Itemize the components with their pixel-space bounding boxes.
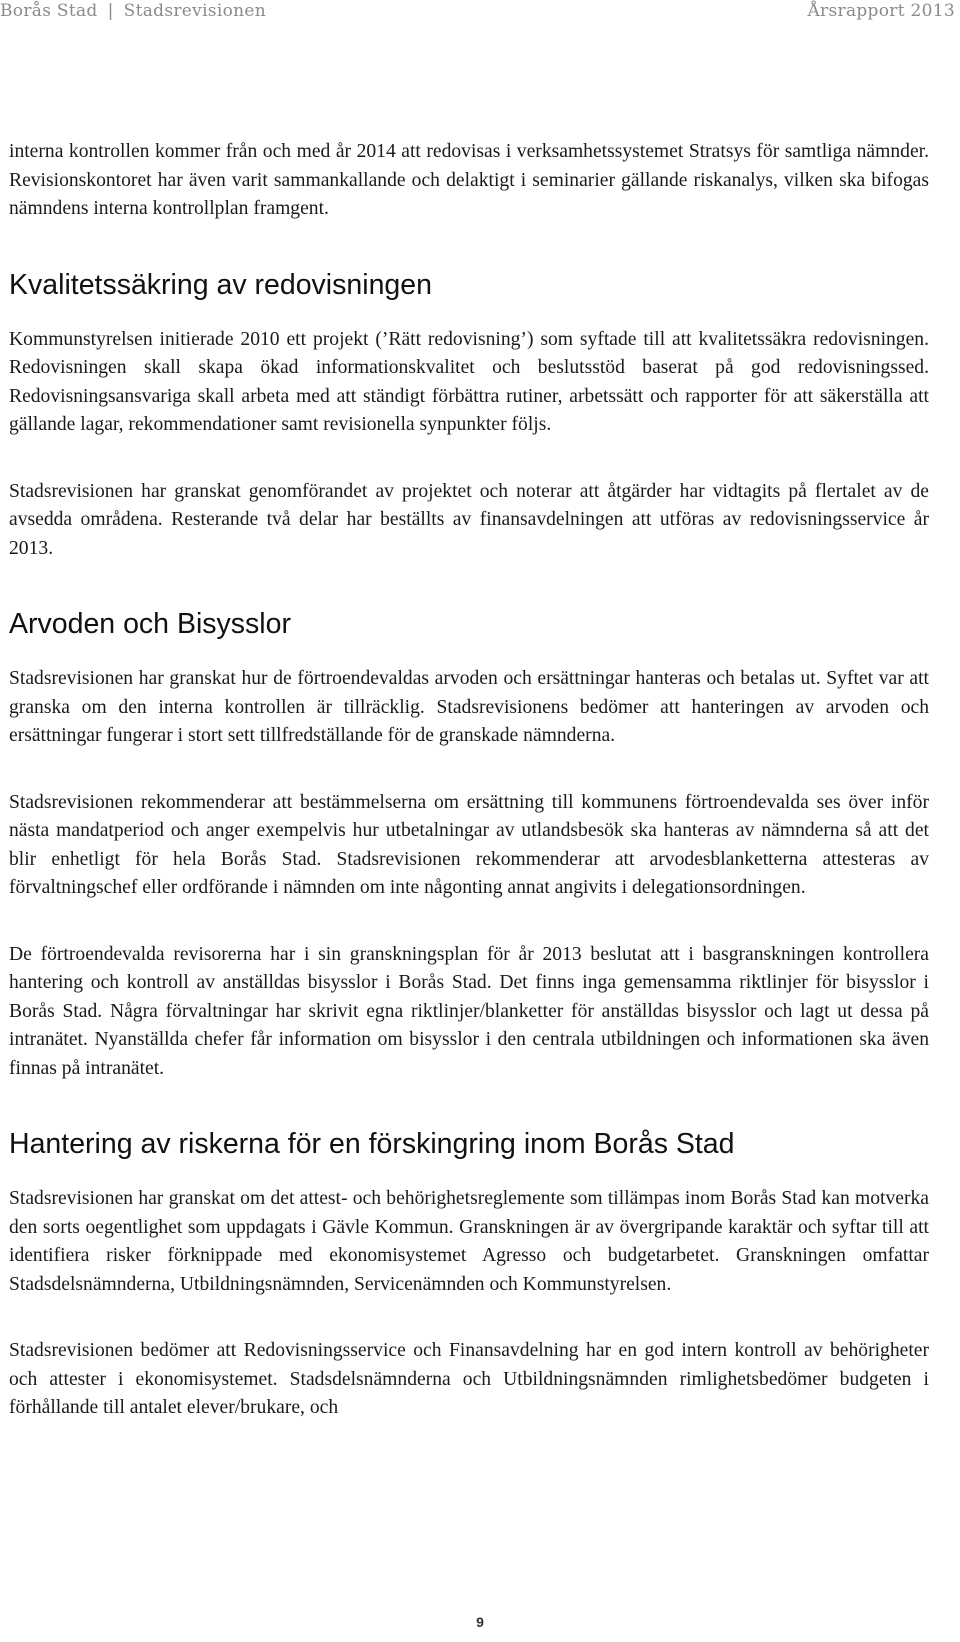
section-heading-kvalitetssakring: Kvalitetssäkring av redovisningen [9,268,432,301]
document-body [9,138,929,1423]
section-heading-arvoden: Arvoden och Bisysslor [9,608,291,640]
header-report-title: Årsrapport 2013 [807,1,955,21]
header-org: Borås Stad [0,1,98,21]
page-number: 9 [476,1614,484,1630]
paragraph: Stadsrevisionen rekommenderar att bestämmelserna om ersättning till kommunens förtroendevalda ses över inför nästa mandatperiod och anger exempelvis hur utbetalningar av utlandsbesök ska hanteras av nämnderna så att det blir enhetligt för hela Borås Stad. Stadsrevisionen rekommenderar att arvodesblanketterna attesteras av förvaltningschef eller ordförande i nämnden om inte någonting annat angivits i delegationsordningen. [9,791,929,898]
header-left [0,1,266,21]
paragraph: Stadsrevisionen bedömer att Redovisningsservice och Finansavdelning har en god intern kontroll av behörigheter och attester i ekonomisystemet. Stadsdelsnämnderna och Utbildningsnämnden rimlighetsbedömer budgeten i förhållande till antalet elever/brukare, och [9,1340,929,1418]
paragraph: De förtroendevalda revisorerna har i sin granskningsplan för år 2013 beslutat att i basgranskningen kontrollera hantering och kontroll av anställdas bisysslor i Borås Stad. Det finns inga gemensamma riktlinjer för bisysslor i Borås Stad. Några förvaltningar har skrivit egna riktlinjer/blanketter för anställdas bisysslor och lagt ut dessa på intranätet. Nyanställda chefer får information om bisysslor i den centrala utbildningen och informationen ska även finnas på intranätet. [9,943,929,1079]
paragraph: Stadsrevisionen har granskat genomförandet av projektet och noterar att åtgärder har vidtagits på flertalet av de avsedda områdena. Resterande två delar har beställts av finansavdelningen att utföras av redovisningsservice år 2013. [9,480,929,559]
section-heading-forskingring: Hantering av riskerna för en förskingring inom Borås Stad [9,1128,735,1160]
header-separator: | [107,1,114,21]
page-header [0,0,960,26]
paragraph: Stadsrevisionen har granskat hur de förtroendevaldas arvoden och ersättningar hanteras och betalas ut. Syftet var att granska om den interna kontrollen är tillräcklig. Stadsrevisionens bedömer att hanteringen av arvoden och ersättningar fungerar i stort sett tillfredställande för de granskade nämnderna. [9,668,929,746]
paragraph: Stadsrevisionen har granskat om det attest- och behörighetsreglemente som tillämpas inom Borås Stad kan motverka den sorts oegentlighet som uppdagats i Gävle Kommun. Granskningen är av övergripande karaktär och syftar till att identifiera risker förknippade med ekonomisystemet Agresso och budgetarbetet. Granskningen omfattar Stadsdelsnämnderna, Utbildningsnämnden, Servicenämnden och Kommunstyrelsen. [9,1188,929,1295]
paragraph: Kommunstyrelsen initierade 2010 ett projekt (’Rätt redovisning’) som syftade till att kvalitetssäkra redovisningen. Redovisningen skall skapa ökad informationskvalitet och beslutsstöd baserat på god redovisningssed. Redovisningsansvariga skall arbeta med att ständigt förbättra rutiner, arbetssätt och rapporter för att säkerställa att gällande lagar, rekommendationer samt revisionella synpunkter följs. [9,328,929,435]
intro-paragraph: interna kontrollen kommer från och med år 2014 att redovisas i verksamhetssystemet Stratsys för samtliga nämnder. Revisionskontoret har även varit sammankallande och delaktigt i seminarier gällande riskanalys, vilken ska bifogas nämndens interna kontrollplan framgent. [9,141,929,219]
header-department: Stadsrevisionen [123,1,266,21]
